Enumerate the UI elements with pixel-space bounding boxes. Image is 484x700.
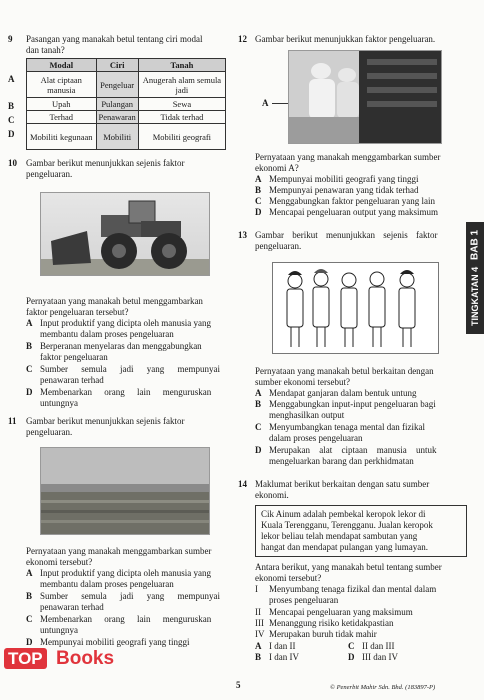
question-stem: pengeluaran. bbox=[26, 427, 73, 437]
question-text: ekonomi tersebut? bbox=[255, 573, 322, 583]
question-number: 14 bbox=[238, 479, 247, 489]
table-header: Tanah bbox=[138, 59, 225, 72]
field-illustration bbox=[41, 448, 209, 534]
table-cell: Alat ciptaan manusia bbox=[27, 72, 97, 98]
question-number: 13 bbox=[238, 230, 247, 240]
question-stem: Gambar berikut menunjukkan sejenis faktor bbox=[26, 158, 185, 168]
table-cell: Mobiliti bbox=[96, 124, 138, 150]
side-tab-chapter: BAB 1 bbox=[469, 230, 481, 261]
table-cell: Sewa bbox=[138, 98, 225, 111]
option-table bbox=[26, 58, 226, 150]
question-stem: Gambar berikut menunjukkan faktor pengeluaran. bbox=[255, 34, 436, 44]
question-stem: Maklumat berikut berkaitan dengan satu sumber bbox=[255, 479, 430, 489]
question-stem: pengeluaran. bbox=[255, 241, 302, 251]
table-cell: Anugerah alam semula jadi bbox=[138, 72, 225, 98]
table-cell: Mobiliti kegunaan bbox=[27, 124, 97, 150]
workers-illustration bbox=[273, 263, 438, 353]
table-cell: Terhad bbox=[27, 111, 97, 124]
info-line: Cik Ainum adalah pembekal keropok lekor di bbox=[261, 509, 426, 519]
land-field-image bbox=[40, 447, 210, 535]
question-stem: pengeluaran. bbox=[26, 169, 73, 179]
row-label: D bbox=[8, 129, 15, 139]
question-number: 11 bbox=[8, 416, 17, 426]
info-line: lekor beliau telah mendapat sambutan yang bbox=[261, 531, 418, 541]
watermark-books: Books bbox=[56, 648, 115, 669]
topbooks-watermark bbox=[4, 648, 154, 670]
question-text: Pernyataan yang manakah menggambarkan sumber bbox=[255, 152, 441, 162]
table-header: Ciri bbox=[96, 59, 138, 72]
table-header: Modal bbox=[27, 59, 97, 72]
question-number: 12 bbox=[238, 34, 247, 44]
question-text: Antara berikut, yang manakah betul tentang sumber bbox=[255, 562, 442, 572]
question-number: 9 bbox=[8, 34, 13, 44]
table-cell: Pengeluar bbox=[96, 72, 138, 98]
table-cell: Pulangan bbox=[96, 98, 138, 111]
question-text: ekonomi tersebut? bbox=[26, 557, 93, 567]
question-stem: Gambar berikut menunjukkan sejenis faktor bbox=[255, 230, 438, 240]
label-a: A bbox=[262, 98, 269, 108]
bulldozer-image bbox=[40, 192, 210, 276]
table-cell: Mobiliti geografi bbox=[138, 124, 225, 150]
table-cell: Penawaran bbox=[96, 111, 138, 124]
table-cell: Upah bbox=[27, 98, 97, 111]
watermark-top: TOP bbox=[4, 648, 47, 669]
question-stem: dan tanah? bbox=[26, 45, 65, 55]
side-tab-form: TINGKATAN 4 bbox=[470, 266, 480, 326]
bulldozer-illustration bbox=[41, 193, 209, 275]
row-label: C bbox=[8, 115, 15, 125]
workers-image bbox=[272, 262, 439, 354]
question-number: 10 bbox=[8, 158, 17, 168]
row-label: A bbox=[8, 74, 15, 84]
info-line: Kuala Terengganu, Terengganu. Jualan keropok bbox=[261, 520, 433, 530]
question-text: faktor pengeluaran tersebut? bbox=[26, 307, 129, 317]
table-cell: Tidak terhad bbox=[138, 111, 225, 124]
factory-workers-image bbox=[288, 50, 442, 144]
question-text: sumber ekonomi tersebut? bbox=[255, 377, 350, 387]
question-stem: ekonomi. bbox=[255, 490, 289, 500]
question-stem: Pasangan yang manakah betul tentang ciri modal bbox=[26, 34, 203, 44]
question-text: Pernyataan yang manakah betul menggambarkan bbox=[26, 296, 203, 306]
question-text: Pernyataan yang manakah menggambarkan sumber bbox=[26, 546, 212, 556]
question-stem: Gambar berikut menunjukkan sejenis faktor bbox=[26, 416, 185, 426]
question-text: Pernyataan yang manakah betul berkaitan dengan bbox=[255, 366, 434, 376]
question-text: ekonomi A? bbox=[255, 163, 299, 173]
row-label: B bbox=[8, 101, 15, 111]
chapter-side-tab bbox=[466, 222, 484, 334]
publisher-credit: © Penerbit Mahir Sdn. Bhd. (183897-P) bbox=[330, 684, 436, 691]
factory-illustration bbox=[289, 51, 441, 143]
page-number: 5 bbox=[236, 680, 241, 690]
info-box bbox=[255, 505, 467, 557]
info-line: hangat dan mendapat pulangan yang lumayan. bbox=[261, 542, 428, 552]
